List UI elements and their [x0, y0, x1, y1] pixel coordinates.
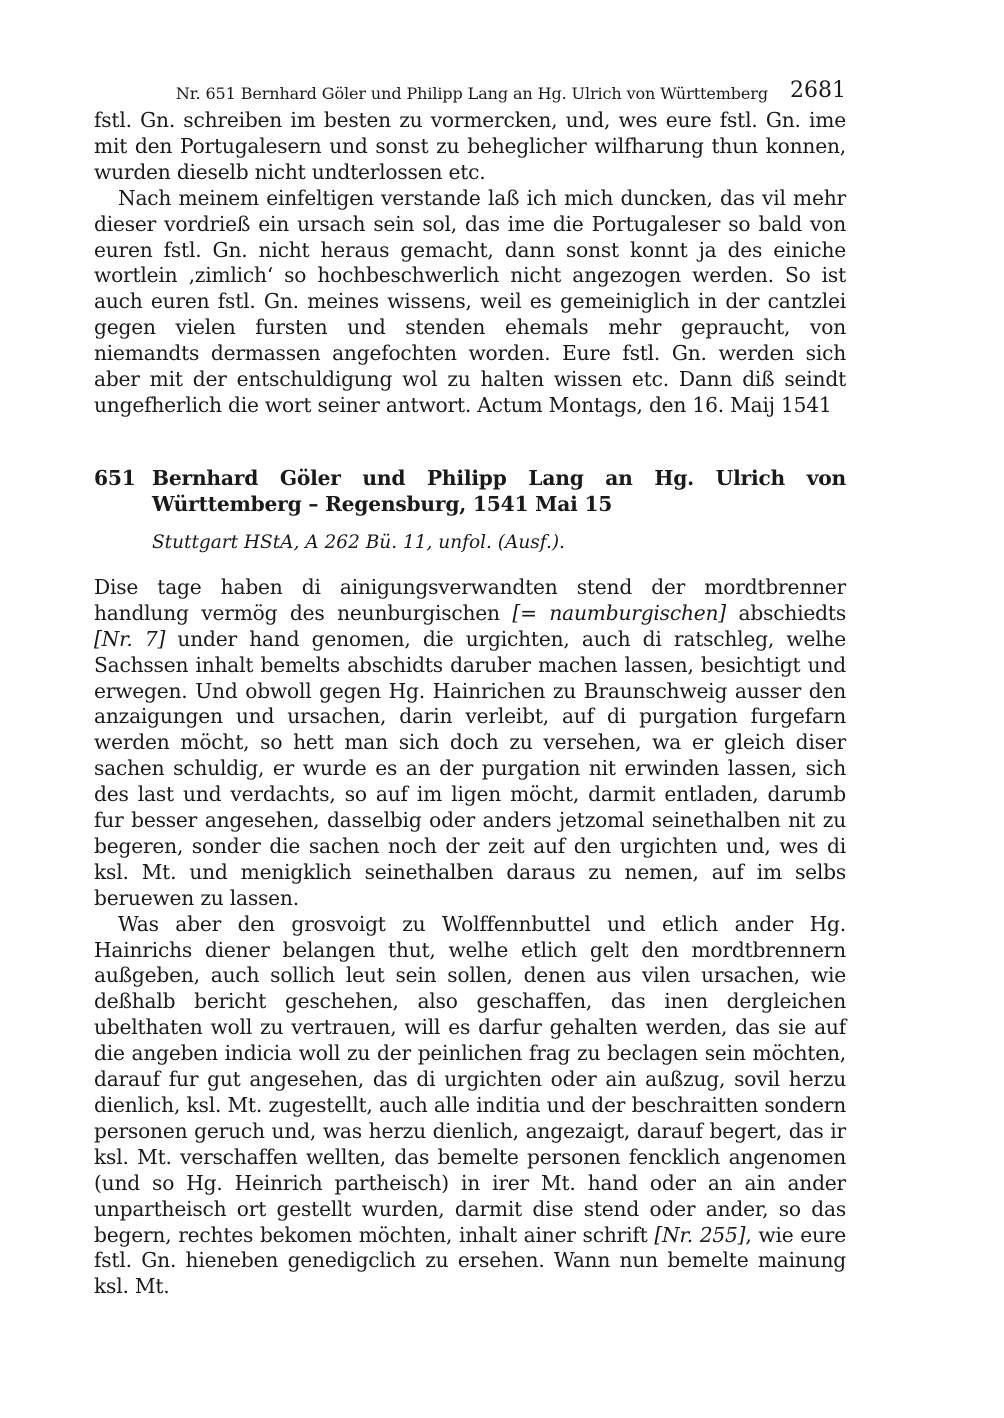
document-paragraph-1: [94, 575, 846, 912]
page-number: 2681: [790, 78, 846, 103]
running-head-title: Nr. 651 Bernhard Göler und Philipp Lang an Hg. Ulrich von Württemberg: [175, 84, 768, 103]
archival-source: Stuttgart HStA, A 262 Bü. 11, unfol. (Ausf.).: [152, 531, 565, 553]
document-title: Bernhard Göler und Philipp Lang an Hg. Ulrich von Württemberg – Regensburg, 1541 Mai 15: [152, 465, 846, 516]
document-paragraph-2: [94, 912, 846, 1301]
running-head: [94, 78, 846, 108]
document-heading: [94, 465, 846, 517]
paragraph-text: Dise tage haben di ainigungsverwandten stend der mordtbrenner handlung vermög des neunburgischen: [94, 574, 846, 625]
cross-reference: [Nr. 255]: [654, 1222, 746, 1247]
document-number: 651: [94, 465, 136, 490]
previous-document-paragraph-2: Nach meinem einfeltigen verstande laß ich mich duncken, das vil mehr dieser vordrieß ein ursach sein sol, das ime die Portugaleser so bald von euren fstl. Gn. nicht heraus gemacht, dann sonst konnt ja des einiche wortlein ‚zimlich‘ so hochbeschwerlich nicht angezogen werden. So ist auch euren fstl. Gn. meines wissens, weil es gemeiniglich in der cantzlei gegen vielen fursten und stenden ehemals mehr gepraucht, von niemandts dermassen angefochten worden. Eure fstl. Gn. werden sich aber mit der entschuldigung wol zu halten wissen etc. Dann diß seindt ungefherlich die wort seiner antwort. Actum Montags, den 16. Maij 1541: [94, 185, 846, 417]
paragraph-text: Was aber den grosvoigt zu Wolffennbuttel und etlich ander Hg. Hainrichs diener belangen thut, welhe etlich gelt den mordtbrennern außgeben, auch sollich leut sein sollen, denen aus vilen ursachen, wie deßhalb bericht geschehen, also geschaffen, das inen dergleichen ubelthaten woll zu vertrauen, will es darfur gehalten werden, das sie auf die angeben indicia woll zu der peinlichen frag zu beclagen sein möchten, darauf fur gut angesehen, das di urgichten oder ain außzug, sovil herzu dienlich, ksl. Mt. zugestellt, auch alle inditia und der beschraitten sondern personen geruch und, was herzu dienlich, angezaigt, darauf begert, das ir ksl. Mt. verschaffen wellten, das bemelte personen fencklich angenomen (und so Hg. Heinrich partheisch) in irer Mt. hand oder an ain ander unpartheisch ort gestellt wurden, darmit dise stend oder ander, so das begern, rechtes bekomen möchten, inhalt ainer schrift: [94, 911, 846, 1247]
paragraph-text: , wie eure fstl. Gn. hieneben genedigclich zu ersehen. Wann nun bemelte mainung ksl. Mt.: [94, 1222, 847, 1299]
paragraph-text: abschiedts: [725, 600, 846, 625]
paragraph-text: under hand genomen, die urgichten, auch di ratschleg, welhe Sachssen inhalt bemelts abschidts daruber machen lassen, besichtigt und erwegen. Und obwoll gegen Hg. Hainrichen zu Braunschweig ausser den anzaigungen und ursachen, darin verleibt, auf di purgation furgefarn werden möcht, so hett man sich doch zu versehen, wa er gleich diser sachen schuldig, er wurde es an der purgation nit erwinden lassen, sich des last und verdachts, so auf im ligen möcht, darmit entladen, darumb fur besser angesehen, dasselbig oder anders jetzomal seinethalben nit zu begeren, sonder die sachen noch der zeit auf den urgichten und, wes di ksl. Mt. und menigklich seinethalben daraus zu nemen, auf im selbs beruewen zu lassen.: [94, 626, 847, 910]
cross-reference: [Nr. 7]: [94, 626, 166, 651]
editorial-note: [= naumburgischen]: [512, 600, 726, 625]
previous-document-paragraph-1: fstl. Gn. schreiben im besten zu vormercken, und, wes eure fstl. Gn. ime mit den Portugalesern und sonst zu beheglicher wilfharung thun konnen, wurden dieselb nicht undterlossen etc.: [94, 108, 846, 184]
document-page: [94, 78, 846, 1300]
